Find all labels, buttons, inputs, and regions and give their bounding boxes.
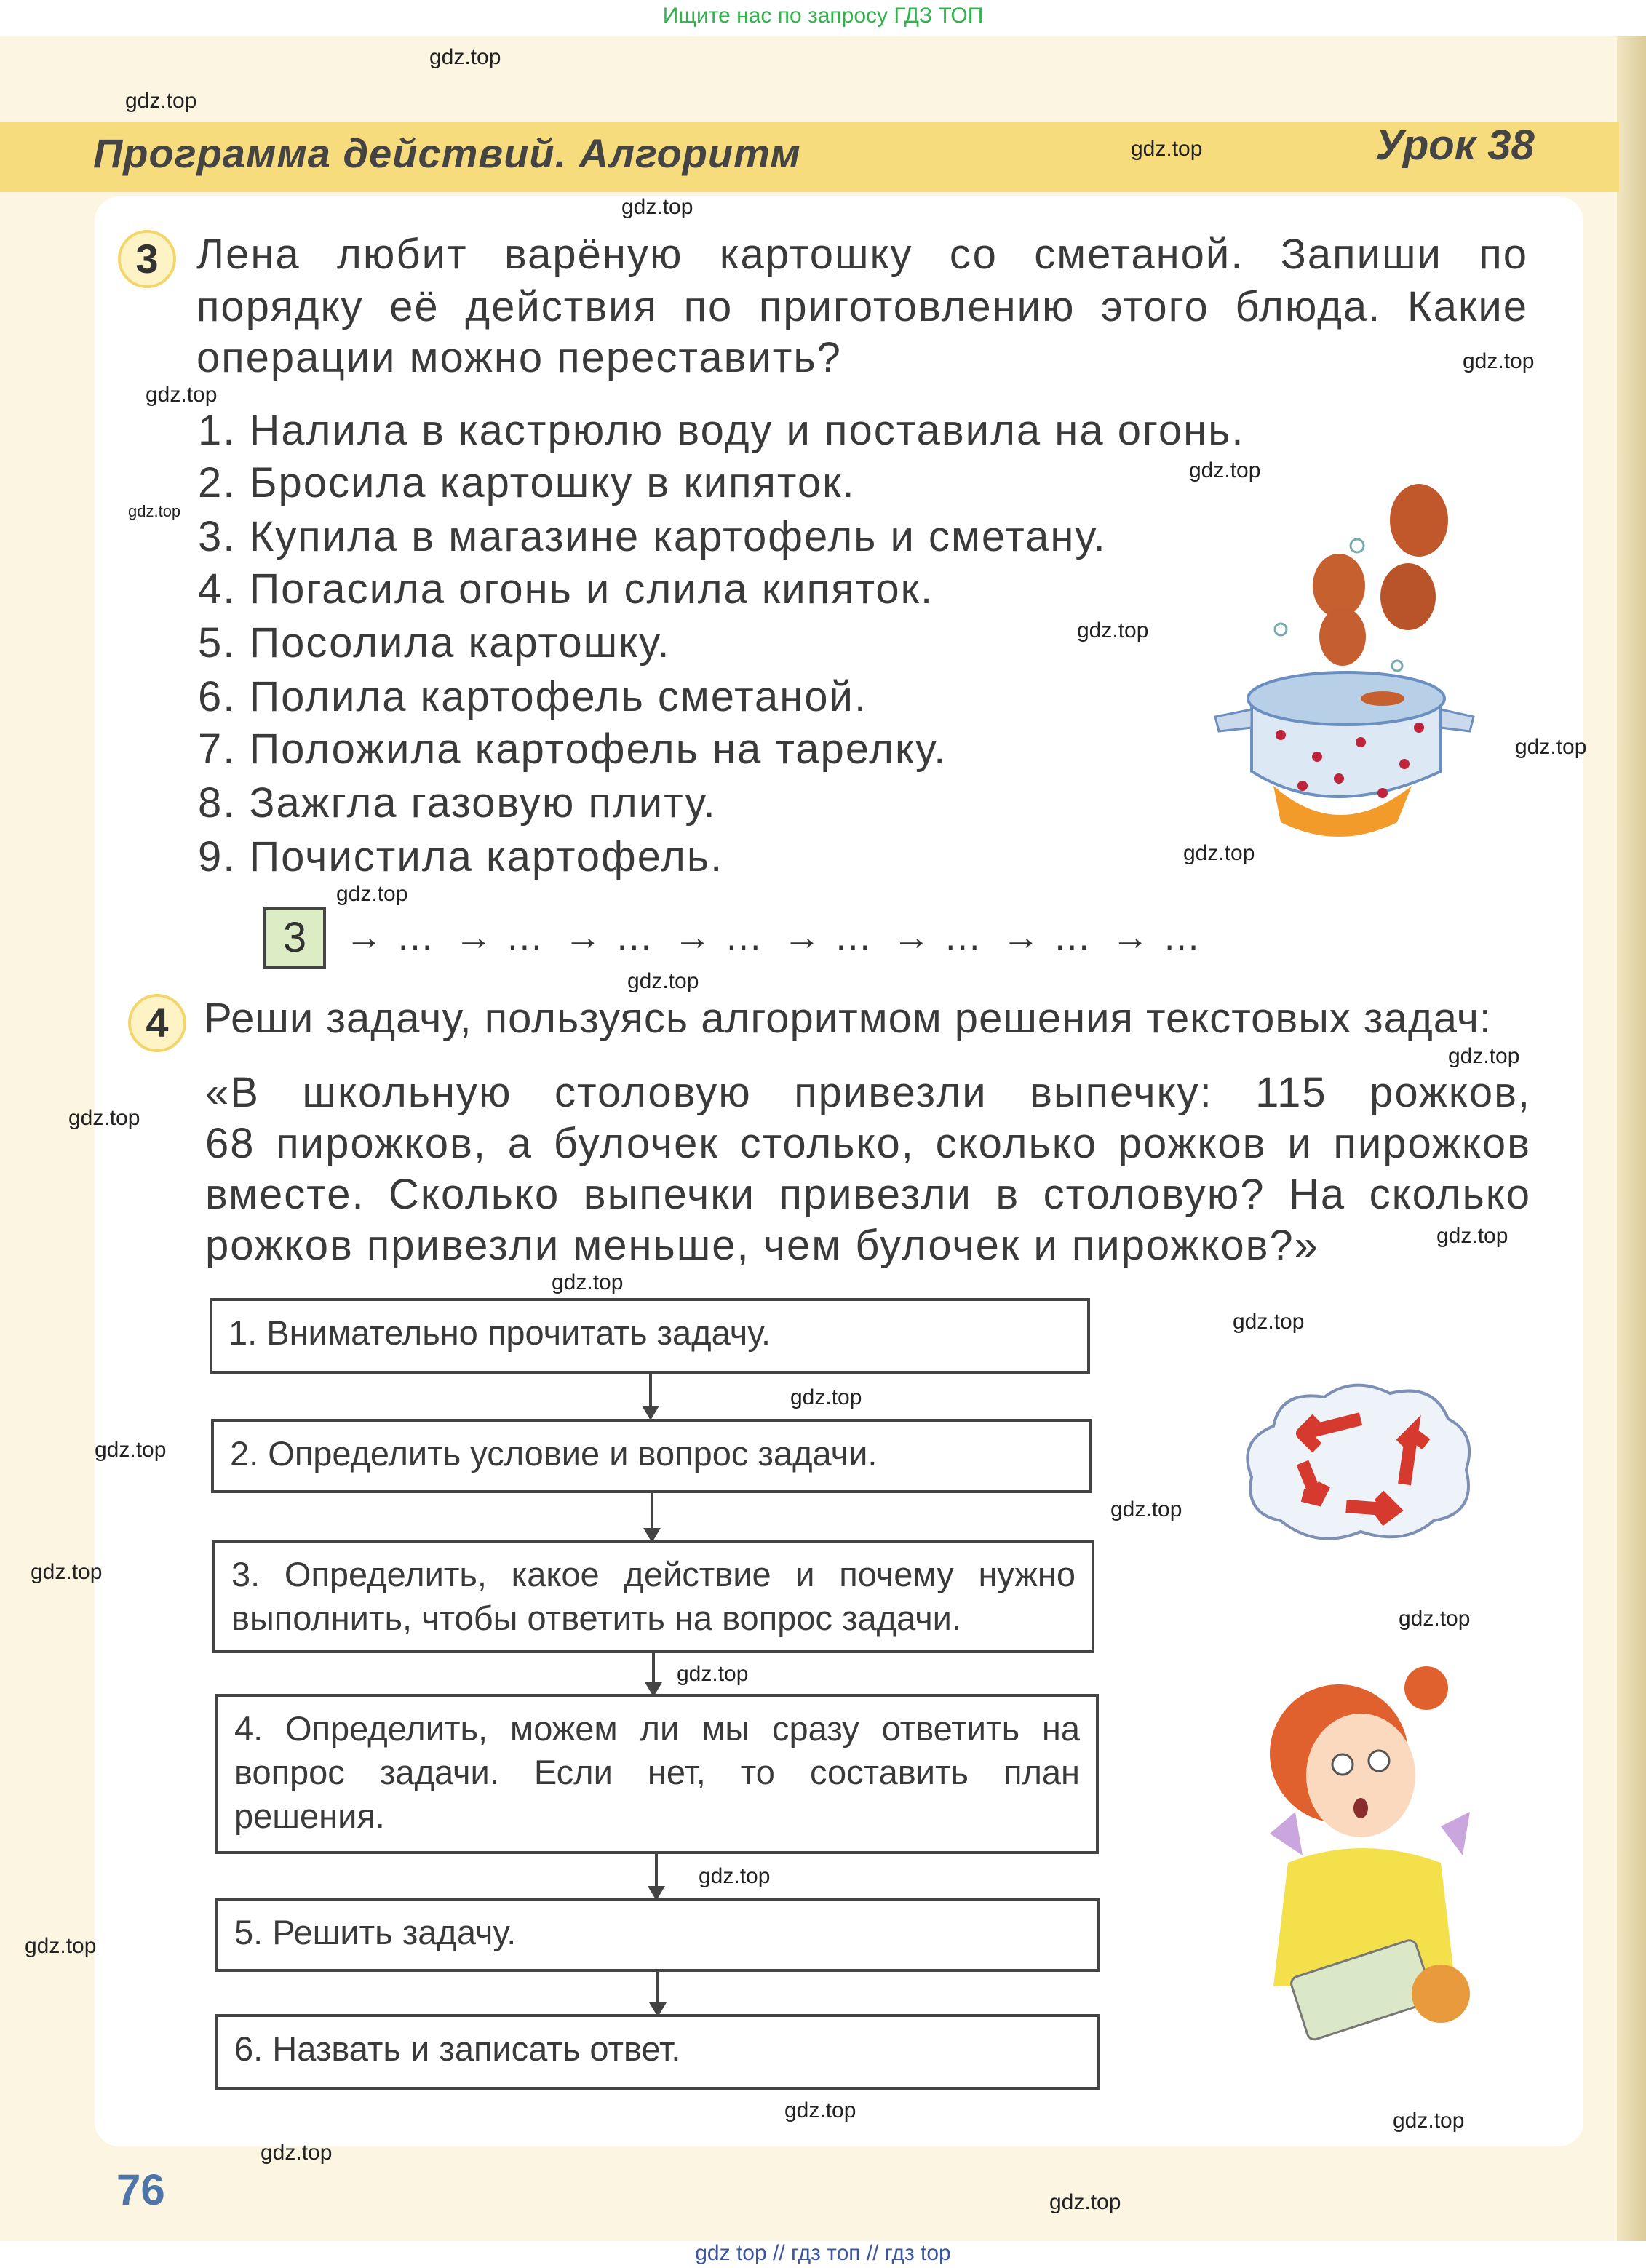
watermark: gdz.top — [1049, 2190, 1121, 2214]
watermark: gdz.top — [1110, 1497, 1182, 1521]
step-item: 9. Почистила картофель. — [198, 833, 724, 880]
watermark: gdz.top — [1448, 1044, 1520, 1068]
task-number-badge: 3 — [118, 230, 176, 288]
pot-with-potatoes-illustration — [1201, 480, 1477, 859]
problem-line: вместе. Сколько выпечки привезли в столовую? На сколько — [205, 1171, 1531, 1218]
sequence-blank[interactable]: → … — [454, 916, 545, 959]
algorithm-step-box: 2. Определить условие и вопрос задачи. — [211, 1419, 1092, 1493]
algorithm-step-box: 6. Назвать и записать ответ. — [215, 2014, 1100, 2090]
watermark: gdz.top — [95, 1438, 167, 1462]
watermark: gdz.top — [1399, 1607, 1471, 1631]
sequence-start-box: 3 — [263, 907, 326, 969]
sequence-blank[interactable]: → … — [563, 916, 655, 959]
algorithm-step-box: 1. Внимательно прочитать задачу. — [210, 1298, 1090, 1374]
page-edge — [1617, 36, 1646, 2241]
watermark: gdz.top — [699, 1864, 771, 1888]
arrow-down-icon — [651, 1493, 653, 1540]
watermark: gdz.top — [1436, 1224, 1508, 1248]
step-item: 6. Полила картофель сметаной. — [198, 673, 868, 720]
algorithm-step-box: 3. Определить, какое действие и почему нужно выполнить, чтобы ответить на вопрос задачи. — [212, 1540, 1094, 1653]
watermark: gdz.top — [1515, 735, 1587, 759]
cloud-arrows-illustration — [1237, 1375, 1477, 1550]
top-banner: Ищите нас по запросу ГДЗ ТОП — [0, 0, 1646, 36]
watermark: gdz.top — [677, 1662, 749, 1686]
watermark: gdz.top — [784, 2098, 856, 2122]
algorithm-step-box: 5. Решить задачу. — [215, 1898, 1100, 1972]
sequence-blank[interactable]: → … — [1001, 916, 1093, 959]
watermark: gdz.top — [1233, 1310, 1305, 1334]
step-item: 2. Бросила картошку в кипяток. — [198, 459, 856, 506]
sequence-blank[interactable]: → … — [673, 916, 764, 959]
watermark: gdz.top — [1077, 618, 1149, 642]
page-number: 76 — [116, 2165, 165, 2214]
lesson-number: Урок 38 — [1375, 122, 1535, 169]
task3-text-line: порядку её действия по приготовлению этого блюда. Какие — [196, 283, 1528, 330]
arrow-down-icon — [649, 1374, 652, 1417]
watermark: gdz.top — [125, 89, 197, 113]
watermark: gdz.top — [31, 1560, 103, 1584]
watermark: gdz.top — [621, 195, 693, 219]
task-number-badge: 4 — [128, 994, 186, 1052]
sequence-blank[interactable]: → … — [782, 916, 874, 959]
step-item: 8. Зажгла газовую плиту. — [198, 779, 717, 827]
task4-intro: Реши задачу, пользуясь алгоритмом решения текстовых задач: — [204, 995, 1492, 1042]
bottom-banner: gdz top // гдз топ // гдз top — [0, 2241, 1646, 2268]
sequence-blank[interactable]: → … — [345, 916, 436, 959]
watermark: gdz.top — [1393, 2109, 1465, 2133]
watermark: gdz.top — [1189, 458, 1261, 482]
girl-with-calculator-illustration — [1252, 1644, 1492, 2059]
watermark: gdz.top — [68, 1106, 140, 1130]
arrow-down-icon — [652, 1653, 655, 1694]
watermark: gdz.top — [429, 45, 501, 69]
watermark: gdz.top — [128, 502, 181, 520]
watermark: gdz.top — [336, 882, 408, 906]
step-item: 5. Посолила картошку. — [198, 619, 671, 667]
sequence-blank[interactable]: → … — [1111, 916, 1202, 959]
problem-line: 68 пирожков, а булочек столько, сколько рожков и пирожков — [205, 1120, 1531, 1167]
sequence-blank[interactable]: → … — [892, 916, 983, 959]
algorithm-step-box: 4. Определить, можем ли мы сразу ответить на вопрос задачи. Если нет, то составить план решения. — [215, 1694, 1099, 1854]
arrow-down-icon — [655, 1854, 658, 1898]
watermark: gdz.top — [627, 969, 699, 993]
watermark: gdz.top — [552, 1270, 624, 1294]
watermark: gdz.top — [1131, 137, 1203, 161]
page-title: Программа действий. Алгоритм — [93, 130, 801, 176]
problem-line: «В школьную столовую привезли выпечку: 115 рожков, — [205, 1069, 1531, 1116]
watermark: gdz.top — [1183, 841, 1255, 865]
arrow-down-icon — [656, 1972, 659, 2014]
sequence-answer-row — [263, 907, 1202, 969]
step-item: 7. Положила картофель на тарелку. — [198, 725, 947, 773]
watermark: gdz.top — [25, 1934, 97, 1958]
task3-text-line: операции можно переставить? — [196, 334, 842, 381]
watermark: gdz.top — [261, 2141, 333, 2165]
task3-text-line: Лена любит варёную картошку со сметаной. Запиши по — [196, 231, 1528, 278]
step-item: 4. Погасила огонь и слила кипяток. — [198, 565, 934, 613]
step-item: 3. Купила в магазине картофель и сметану. — [198, 513, 1107, 560]
watermark: gdz.top — [1463, 349, 1535, 373]
problem-line: рожков привезли меньше, чем булочек и пирожков?» — [205, 1222, 1319, 1269]
watermark: gdz.top — [146, 383, 218, 407]
watermark: gdz.top — [790, 1385, 862, 1409]
step-item: 1. Налила в кастрюлю воду и поставила на огонь. — [198, 407, 1245, 454]
